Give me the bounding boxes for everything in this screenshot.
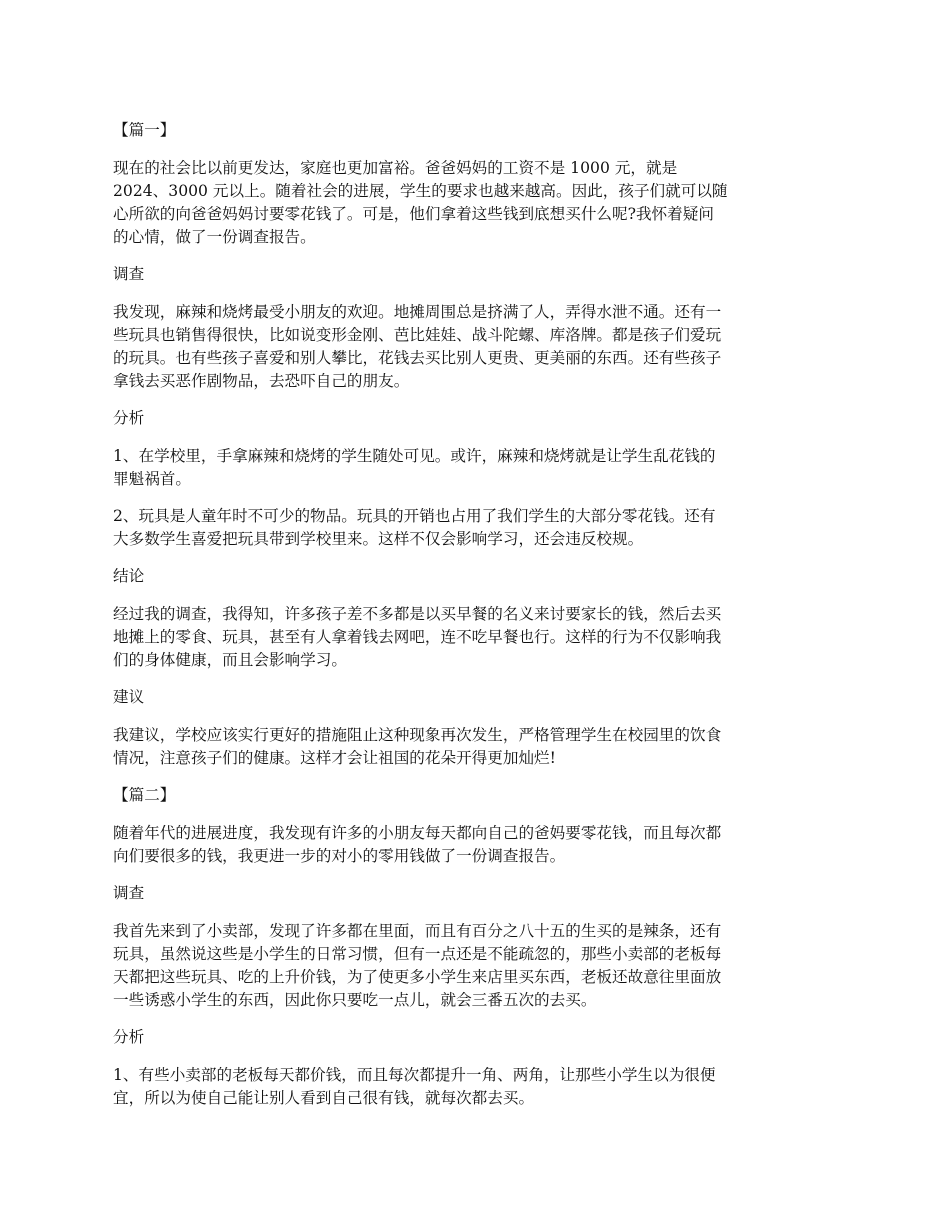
text-line: 随着年代的进展进度，我发现有许多的小朋友每天都向自己的爸妈要零花钱，而且每次都: [113, 824, 722, 842]
text-line: 1、在学校里，手拿麻辣和烧烤的学生随处可见。或许，麻辣和烧烤就是让学生乱花钱的: [113, 447, 716, 465]
text-line: 天都把这些玩具、吃的上升价钱，为了使更多小学生来店里买东西，老板还故意往里面放: [113, 968, 722, 986]
part1-analysis-paragraph-1: [113, 445, 843, 491]
text-line: 2、玩具是人童年时不可少的物品。玩具的开销也占用了我们学生的大部分零花钱。还有: [113, 507, 716, 525]
part1-conclusion-paragraph: [113, 603, 843, 672]
text-line: 2024、3000 元以上。随着社会的进展，学生的要求也越来越高。因此，孩子们就可以随: [113, 182, 728, 200]
part1-intro-paragraph: [113, 157, 843, 249]
part1-survey-heading: 调查: [113, 265, 145, 283]
text-line: 的心情，做了一份调查报告。: [113, 228, 316, 246]
text-line: 我首先来到了小卖部，发现了许多都在里面，而且有百分之八十五的生买的是辣条，还有: [113, 922, 722, 940]
text-line: 一些诱惑小学生的东西，因此你只要吃一点儿，就会三番五次的去买。: [113, 991, 597, 1009]
part2-survey-heading: 调查: [113, 884, 145, 902]
part2-analysis-heading: 分析: [113, 1028, 145, 1046]
part1-analysis-paragraph-2: [113, 505, 843, 551]
text-line: 们的身体健康，而且会影响学习。: [113, 651, 347, 669]
part1-title: 【篇一】: [113, 121, 176, 139]
part1-suggestion-heading: 建议: [113, 688, 145, 706]
text-line: 我发现，麻辣和烧烤最受小朋友的欢迎。地摊周围总是挤满了人，弄得水泄不通。还有一: [113, 303, 722, 321]
part2-survey-paragraph: [113, 920, 843, 1012]
text-line: 罪魁祸首。: [113, 470, 191, 488]
part1-survey-paragraph: [113, 301, 843, 393]
text-line: 经过我的调查，我得知，许多孩子差不多都是以买早餐的名义来讨要家长的钱，然后去买: [113, 605, 722, 623]
part1-conclusion-heading: 结论: [113, 567, 145, 585]
text-line: 大多数学生喜爱把玩具带到学校里来。这样不仅会影响学习，还会违反校规。: [113, 530, 644, 548]
text-line: 情况，注意孩子们的健康。这样才会让祖国的花朵开得更加灿烂!: [113, 749, 556, 767]
text-line: 拿钱去买恶作剧物品，去恐吓自己的朋友。: [113, 372, 410, 390]
text-line: 玩具，虽然说这些是小学生的日常习惯，但有一点还是不能疏忽的，那些小卖部的老板每: [113, 945, 722, 963]
text-line: 1、有些小卖部的老板每天都价钱，而且每次都提升一角、两角，让那些小学生以为很便: [113, 1066, 716, 1084]
part2-title: 【篇二】: [113, 786, 176, 804]
part2-intro-paragraph: [113, 822, 843, 868]
document-body: [113, 119, 843, 1124]
text-line: 的玩具。也有些孩子喜爱和别人攀比，花钱去买比别人更贵、更美丽的东西。还有些孩子: [113, 349, 722, 367]
text-line: 向们要很多的钱，我更进一步的对小的零用钱做了一份调查报告。: [113, 847, 566, 865]
text-line: 些玩具也销售得很快，比如说变形金刚、芭比娃娃、战斗陀螺、库洛牌。都是孩子们爱玩: [113, 326, 722, 344]
part1-suggestion-paragraph: [113, 724, 843, 770]
text-line: 心所欲的向爸爸妈妈讨要零花钱了。可是，他们拿着这些钱到底想买什么呢?我怀着疑问: [113, 205, 714, 223]
part1-analysis-heading: 分析: [113, 409, 145, 427]
text-line: 我建议，学校应该实行更好的措施阻止这种现象再次发生，严格管理学生在校园里的饮食: [113, 726, 722, 744]
text-line: 现在的社会比以前更发达，家庭也更加富裕。爸爸妈妈的工资不是 1000 元，就是: [113, 159, 678, 177]
text-line: 宜，所以为使自己能让别人看到自己很有钱，就每次都去买。: [113, 1089, 535, 1107]
text-line: 地摊上的零食、玩具，甚至有人拿着钱去网吧，连不吃早餐也行。这样的行为不仅影响我: [113, 628, 722, 646]
part2-analysis-paragraph-1: [113, 1064, 843, 1110]
